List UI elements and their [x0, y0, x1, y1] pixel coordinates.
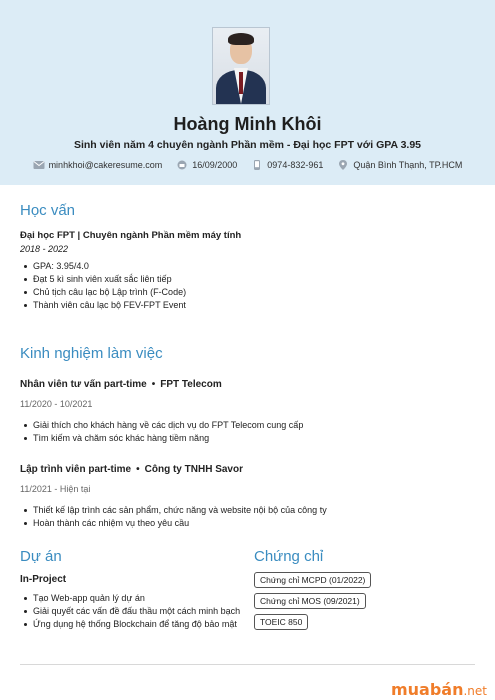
job-1 [20, 379, 475, 445]
certificate-tag: Chứng chỉ MOS (09/2021) [254, 593, 366, 609]
list-item: Đạt 5 kì sinh viên xuất sắc liên tiếp [20, 273, 470, 286]
list-item: Tìm kiếm và chăm sóc khác hàng tiềm năng [20, 432, 475, 445]
contact-birthday-text: 16/09/2000 [192, 160, 238, 170]
list-item: Chủ tịch câu lạc bộ Lập trình (F-Code) [20, 286, 470, 299]
candidate-subtitle: Sinh viên năm 4 chuyên ngành Phần mềm - Đại học FPT với GPA 3.95 [73, 139, 422, 151]
education-list [20, 260, 470, 312]
education-school: Đại học FPT | Chuyên ngành Phần mềm máy tính [20, 230, 242, 241]
projects-title: Dự án [20, 548, 62, 565]
contact-address-text: Quận Bình Thạnh, TP.HCM [353, 160, 463, 170]
contact-birthday [176, 160, 237, 170]
contact-phone[interactable] [251, 160, 323, 170]
list-item: Tạo Web-app quản lý dự án [20, 592, 245, 605]
watermark-logo [391, 680, 487, 699]
project-list [20, 592, 245, 631]
job-2-role: Lập trình viên part-time [20, 464, 132, 475]
certificate-tag: Chứng chỉ MCPD (01/2022) [254, 572, 371, 588]
location-pin-icon [337, 160, 349, 170]
certificate-tag: TOEIC 850 [254, 614, 308, 630]
job-1-list [20, 419, 475, 445]
list-item: Hoàn thành các nhiệm vụ theo yêu cầu [20, 517, 475, 530]
experience-title: Kinh nghiệm làm việc [20, 345, 163, 362]
contact-row [0, 160, 495, 170]
project-name: In-Project [20, 574, 67, 585]
watermark-brand: muabán [390, 680, 464, 699]
contact-phone-text: 0974-832-961 [267, 160, 324, 170]
projects-section [20, 574, 245, 631]
list-item: GPA: 3.95/4.0 [20, 260, 470, 273]
education-title: Học vấn [20, 202, 76, 219]
list-item: Giải thích cho khách hàng về các dịch vụ do FPT Telecom cung cấp [20, 419, 475, 432]
job-1-dates: 11/2020 - 10/2021 [20, 399, 93, 409]
job-1-role: Nhân viên tư vấn part-time [20, 379, 147, 390]
certificates-title: Chứng chỉ [254, 548, 324, 565]
phone-icon [251, 160, 263, 170]
job-2-list [20, 504, 475, 530]
watermark-tld: .net [463, 684, 487, 698]
job-2-dates: 11/2021 - Hiện tại [20, 484, 91, 494]
header-banner [0, 0, 495, 185]
contact-email[interactable] [33, 160, 163, 170]
footer-divider [20, 664, 475, 665]
candidate-name: Hoàng Minh Khôi [173, 114, 322, 134]
job-1-heading: Nhân viên tư vấn part-time • FPT Telecom [20, 379, 222, 390]
list-item: Giải quyết các vấn đề đấu thầu một cách minh bạch [20, 605, 245, 618]
cake-icon [176, 160, 188, 170]
profile-photo [212, 27, 270, 105]
job-1-company: FPT Telecom [160, 379, 222, 390]
job-2 [20, 464, 475, 530]
list-item: Thành viên câu lạc bộ FEV-FPT Event [20, 299, 470, 312]
list-item: Thiết kế lập trình các sản phẩm, chức năng và website nội bộ của công ty [20, 504, 475, 517]
contact-address [337, 160, 462, 170]
job-2-heading: Lập trình viên part-time • Công ty TNHH Savor [20, 464, 243, 475]
contact-email-text: minhkhoi@cakeresume.com [48, 160, 163, 170]
list-item: Ứng dụng hệ thống Blockchain để tăng độ bảo mật [20, 618, 245, 631]
education-years: 2018 - 2022 [20, 244, 69, 254]
mail-icon [33, 160, 45, 170]
education-section [20, 230, 470, 312]
job-2-company: Công ty TNHH Savor [144, 464, 243, 475]
certificates-section [254, 572, 454, 630]
